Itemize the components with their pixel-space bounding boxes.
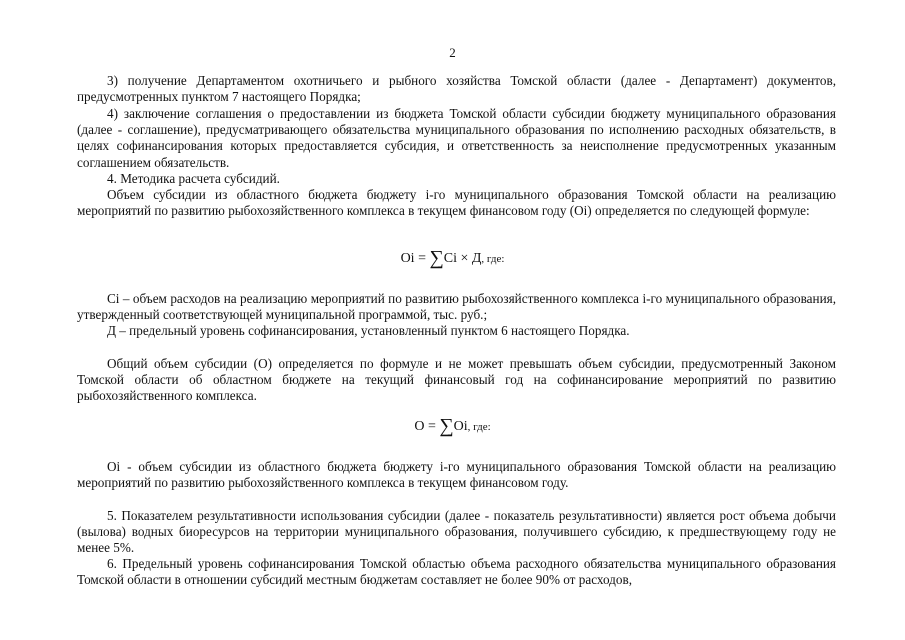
formula-o	[0, 415, 905, 437]
formula-o-rhs: Oi	[453, 419, 468, 434]
formula-oi	[0, 247, 905, 269]
definition-ci: Ci – объем расходов на реализацию мероприятий по развитию рыбохозяйственного комплекса i-го муниципального образования, утвержденный соответствующей муниципальной программой, тыс. руб.;	[77, 291, 836, 323]
formula-oi-where: , где:	[481, 253, 505, 265]
sigma-symbol: ∑	[439, 415, 454, 437]
definition-oi: Oi - объем субсидии из областного бюджета бюджету i-го муниципального образования Томской области на реализацию мероприятий по развитию рыбохозяйственного комплекса в текущем финансовом году.	[77, 459, 836, 491]
formula-o-where: , где:	[467, 421, 491, 433]
formula-o-lhs: O =	[414, 419, 440, 434]
section-6-paragraph: 6. Предельный уровень софинансирования Томской областью объема расходного обязательства муниципального образования Томской области в отношении субсидий местным бюджетам составляет не более 90% от расходов,	[77, 556, 836, 588]
section-5-paragraph: 5. Показателем результативности использования субсидии (далее - показатель результативности) является рост объема добычи (вылова) водных биоресурсов на территории муниципального образования, получившего субсидию, к предшествующему году не менее 5%.	[77, 508, 836, 556]
paragraph-item-4: 4) заключение соглашения о предоставлении из бюджета Томской области субсидии бюджету муниципального образования (далее - соглашение), предусматривающего обязательства муниципального образования по исполнению расходных обязательств, в целях софинансирования которых предоставляется субсидия, и ответственность за неисполнение предусмотренных указанным соглашением обязательств.	[77, 106, 836, 170]
sigma-symbol: ∑	[429, 247, 444, 269]
paragraph-subsidy-intro: Объем субсидии из областного бюджета бюджету i-го муниципального образования Томской области на реализацию мероприятий по развитию рыбохозяйственного комплекса в текущем финансовом году (Oi) определяется по следующей формуле:	[77, 187, 836, 219]
section-4-heading: 4. Методика расчета субсидий.	[107, 171, 280, 186]
formula-oi-lhs: Oi =	[400, 251, 430, 266]
page-number: 2	[449, 45, 456, 60]
formula-oi-rhs: Ci × Д	[443, 251, 482, 266]
paragraph-total-subsidy: Общий объем субсидии (О) определяется по формуле и не может превышать объем субсидии, предусмотренный Законом Томской области об областном бюджете на текущий финансовый год на софинансирование мероприятий по развитию рыбохозяйственного комплекса.	[77, 356, 836, 404]
paragraph-item-3: 3) получение Департаментом охотничьего и рыбного хозяйства Томской области (далее - Департамент) документов, предусмотренных пунктом 7 настоящего Порядка;	[77, 73, 836, 105]
definition-d: Д – предельный уровень софинансирования, установленный пунктом 6 настоящего Порядка.	[107, 323, 630, 338]
